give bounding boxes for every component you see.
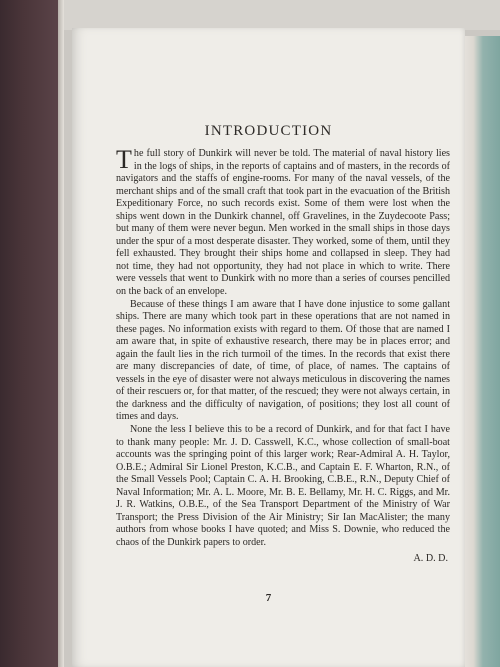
paragraph-1 bbox=[116, 145, 450, 299]
page-title: INTRODUCTION bbox=[204, 123, 333, 139]
paragraph-1-text: he full story of Dunkirk will never be told. The material of naval history lies in the logs of ships, in the reports of captains and of masters, in the records of navigators and the staffs of engine-rooms. For many of the naval vessels, of the merchant ships and of the small craft that took part in the evacuation of the British Expeditionary Force, no such records exist. Some of them were lost when the ships went down in the Dunkirk channel, off Gravelines, in the Zuydecoote Pass; but many of them were never begun. Men worked in the small ships in those days under the spur of a most desperate disaster. They worked, some of them, until they fell exhausted. They brought their ships home and collapsed in sleep. They had not time, they had not opportunity, they had not place in which to write. There were vessels that went to Dunkirk with no more than a series of courses pencilled on the back of an envelope. bbox=[116, 148, 450, 298]
paragraph-3: None the less I believe this to be a record of Dunkirk, and for that fact I have to thank many people: Mr. J. D. Casswell, K.C., whose collection of small-boat accounts was the springing point of this larger work; Rear-Admiral A. H. Taylor, O.B.E.; Admiral Sir Lionel Preston, K.C.B., and Captain E. F. Wharton, R.N., of the Small Vessels Pool; Captain C. A. H. Brooking, C.B.E., R.N., Deputy Chief of Naval Information; Mr. A. L. Moore, Mr. B. E. Bellamy, Mr. H. C. Riggs, and Mr. J. R. Watkins, O.B.E., of the Sea Transport Department of the Ministry of War Transport; the Press Division of the Air Ministry; Sir Ian MacAlister; the many authors from whose books I have quoted; and Miss S. Downie, who reduced the chaos of the Dunkirk papers to order. bbox=[116, 424, 450, 548]
body-text bbox=[116, 145, 450, 565]
book-page bbox=[72, 28, 465, 667]
page-number: 7 bbox=[265, 592, 272, 604]
paragraph-2: Because of these things I am aware that I have done injustice to some gallant ships. There are many which took part in these operations that are not named in these pages. No information exists with regard to them. Of those that are named I am aware that, in spite of exhaustive research, there may be in places error; and again the fault lies in the rich turmoil of the times. In the records that exist there are many discrepancies of date, of time, of place, of names. The captains of vessels in the eye of disaster were not always meticulous in discovering the names of their rescuers or, for that matter, of the rescued; they were not always certain, in the darkness and the difficulty of navigation, of positions; they lost all count of times and days. bbox=[116, 298, 450, 423]
right-book-cover bbox=[462, 36, 500, 667]
background bbox=[0, 0, 500, 30]
author-initials: A. D. D. bbox=[413, 552, 448, 564]
drop-cap: T bbox=[116, 145, 132, 174]
left-book-edge bbox=[0, 0, 58, 667]
